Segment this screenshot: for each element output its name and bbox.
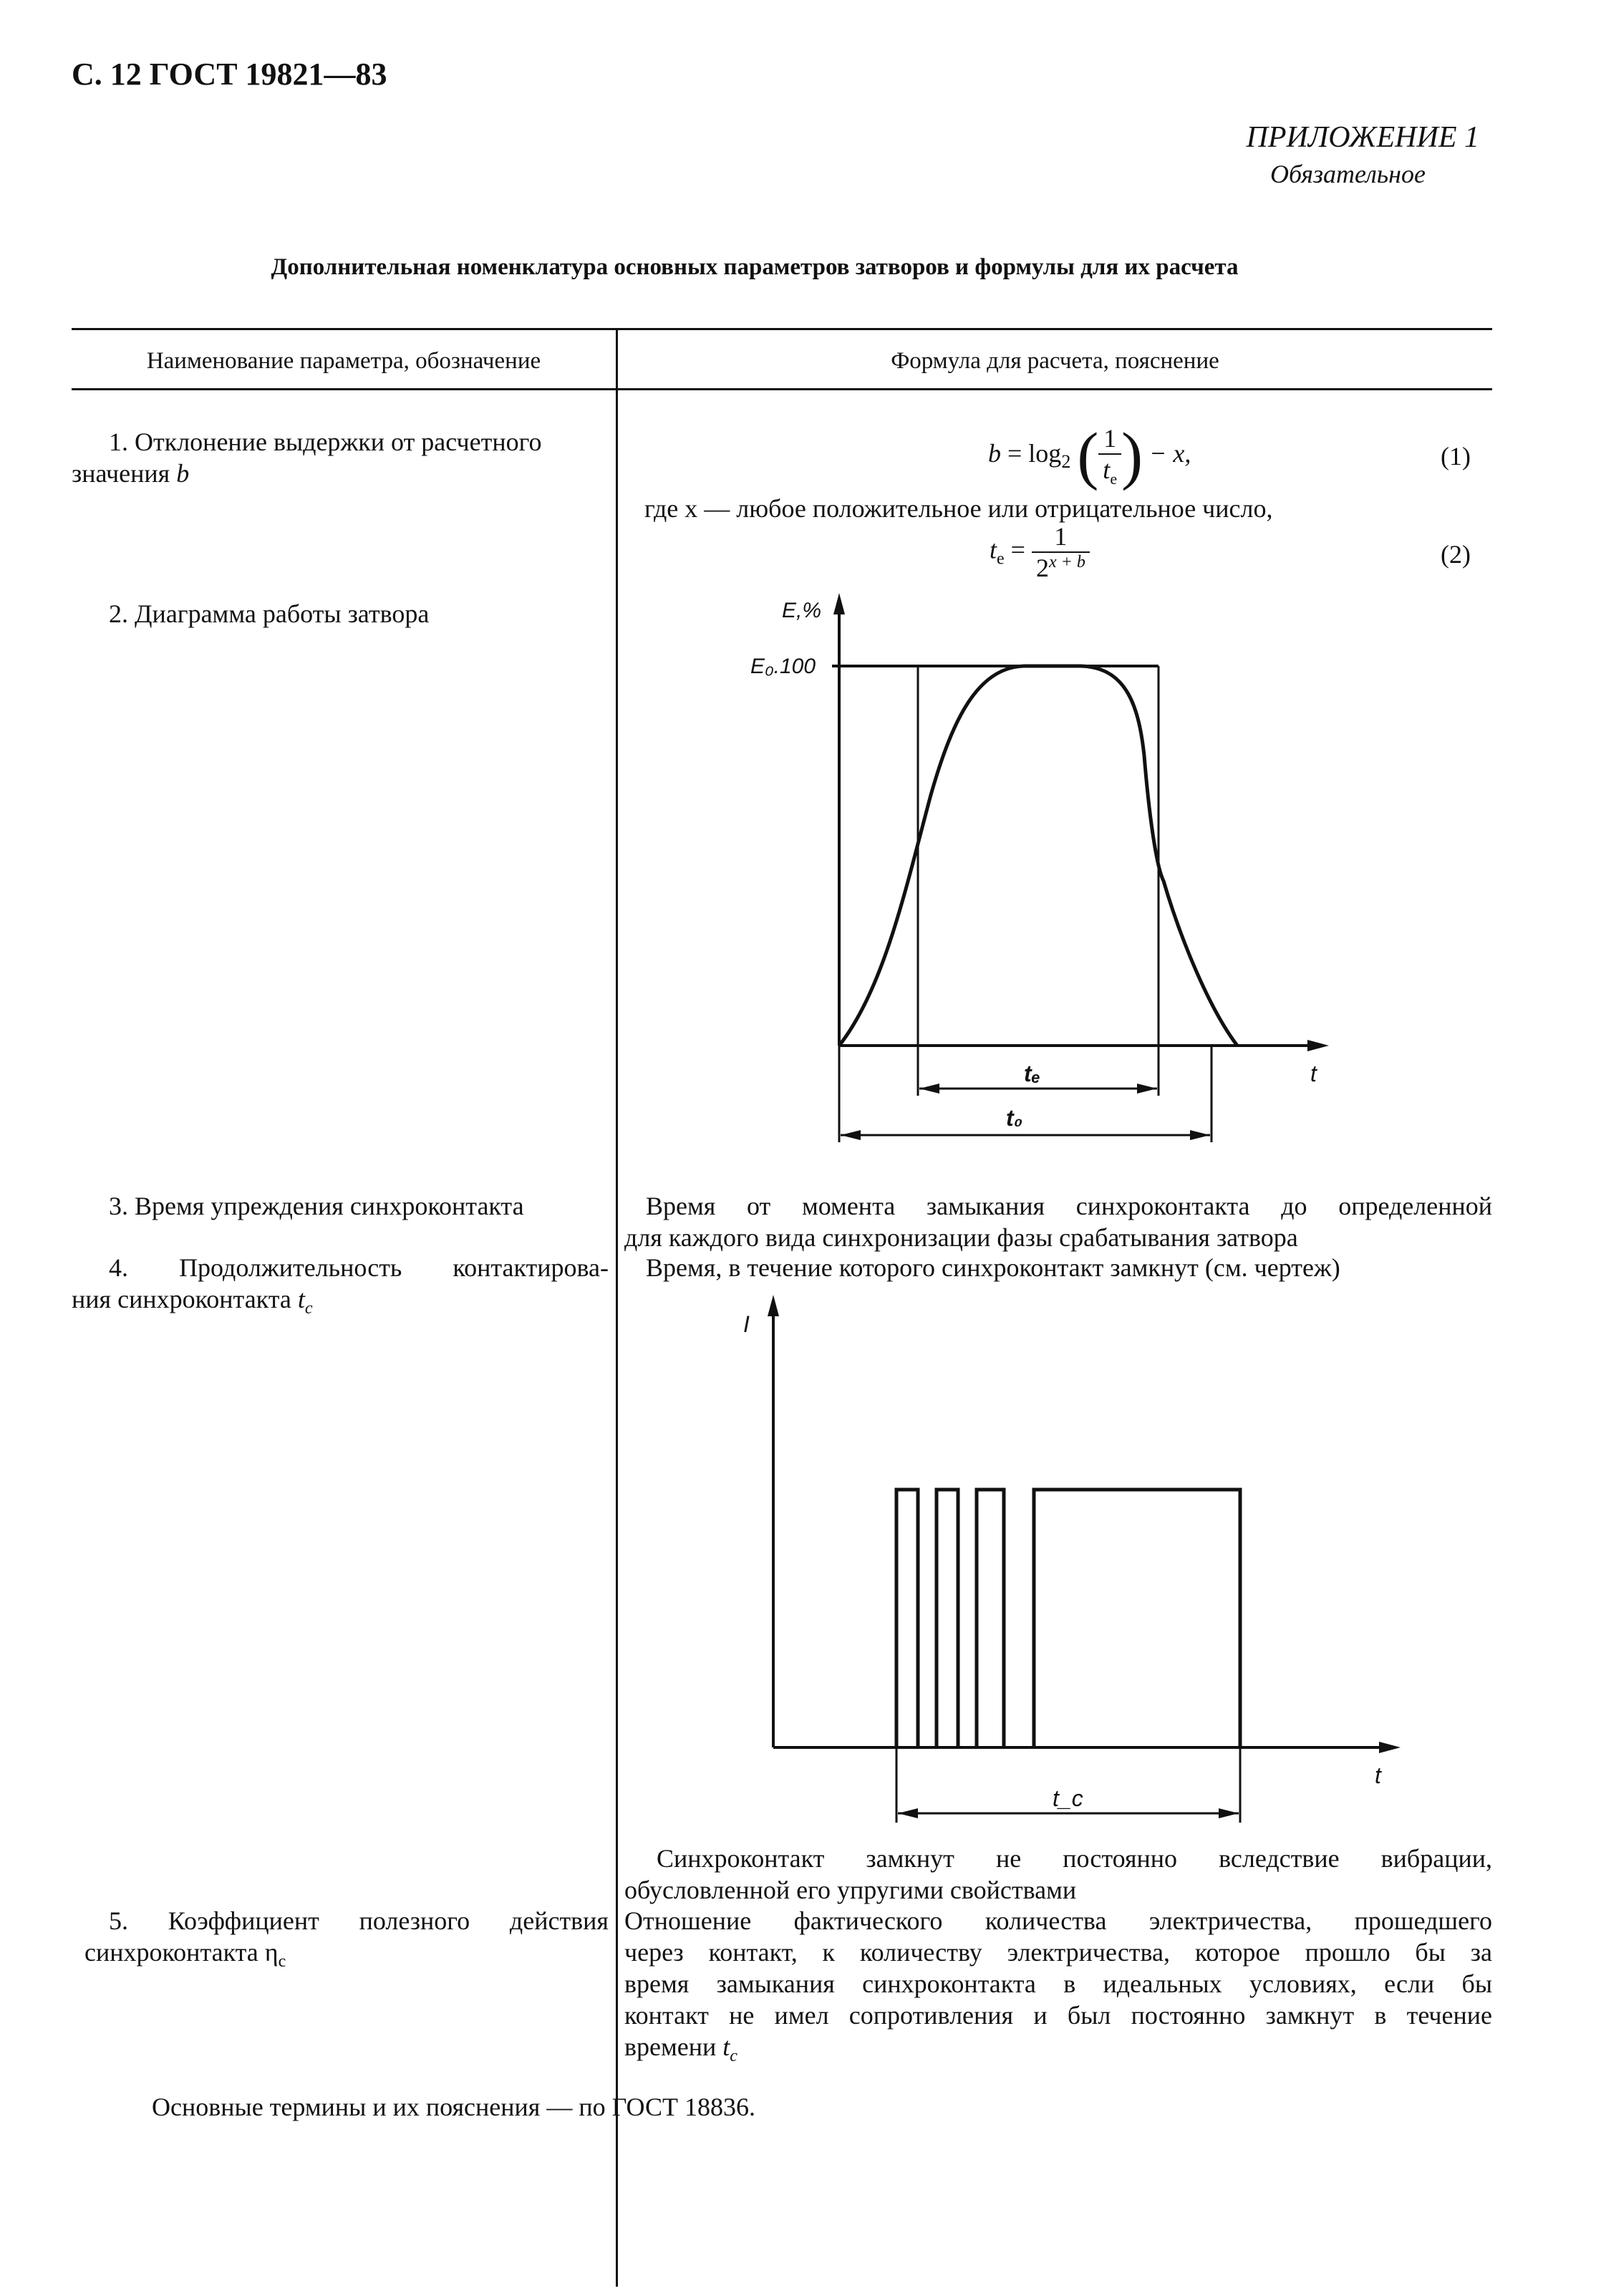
diagram1-x-label: t [1310,1061,1317,1086]
row3-parameter-name: 3. Время упреждения синхроконтакта [109,1192,524,1220]
table-header-rule [72,388,1492,390]
sync-contact-diagram [730,1289,1418,1833]
footer-reference: Основные термины и их пояснения — по ГОСТ 18836. [152,2093,755,2121]
appendix-label: ПРИЛОЖЕНИЕ 1 [1246,121,1479,154]
diagram2-y-arrow [768,1295,779,1316]
diagram2-contact-pulses [896,1490,1240,1747]
diagram1-y-arrow [833,593,845,614]
symbol-b: b [176,459,190,488]
row4-description: Время, в течение которого синхроконтакт замкнут (см. чертеж) [646,1253,1340,1282]
formula-1-number: (1) [1441,442,1471,471]
diagram1-x-arrow [1307,1040,1329,1051]
formula-2: $t_e$ = $\frac{1}{2^{x + b}}$ [990,521,1090,583]
page-reference: С. 12 ГОСТ 19821—83 [72,57,387,92]
column-header-parameter: Наименование параметра, обозначение [146,348,541,374]
row4-parameter-name: 4. Продолжительность контактирова- ния синхроконтакта $t_c$ [72,1253,609,1318]
column-header-formula: Формула для расчета, пояснение [891,348,1219,374]
diagram2-x-arrow [1379,1742,1401,1753]
diagram1-exposure-curve [839,666,1237,1046]
row3-description: Время от момента замыкания синхроконтакта до определенной для каждого вида синхронизации фазы срабатывания затвора [624,1192,1492,1252]
table-column-divider [616,328,618,2287]
diagram2-x-label: t [1375,1762,1381,1788]
document-title: Дополнительная номенклатура основных параметров затворов и формулы для их расчета [271,254,1239,280]
shutter-operation-diagram [716,587,1360,1146]
diagram1-te-label: tₑ [1024,1061,1041,1086]
diagram1-to-label: t₀ [1006,1105,1023,1131]
diagram2-tc-label: t_c [1053,1785,1083,1811]
formula-where-text: где x — любое положительное или отрицательное число, [644,494,1273,523]
diagram2-y-label: I [743,1311,750,1337]
symbol-tc: $t_c$ [297,1285,313,1318]
appendix-status: Обязательное [1270,160,1426,188]
row1-parameter-name: 1. Отклонение выдержки от расчетного значения b [72,428,542,488]
formula-1: $b = \log_2$ ( $\frac{1}{t_e}$ ) − x, [988,420,1191,491]
row5-description: Отношение фактического количества электричества, прошедшего через контакт, к количеству электричества, которое прошло бы за время замыкания синхроконтакта в идеальных условиях, если бы контакт не имел сопротивления и был постоянно замкнут в течение времени $t_c$ [624,1906,1492,2066]
formula-2-number: (2) [1441,540,1471,569]
row2-parameter-name: 2. Диаграмма работы затвора [109,599,430,628]
diagram1-y-label: E,% [782,599,822,622]
row4-note: Синхроконтакт замкнут не постоянно вследствие вибрации, обусловленной его упругими свойствами [624,1844,1492,1904]
symbol-eta-c: $\eta_c$ [264,1938,286,1972]
row5-parameter-name: 5. Коэффициент полезного действия синхроконтакта $\eta_c$ [84,1906,609,1972]
diagram1-y-tick: E₀.100 [750,655,816,678]
table-top-rule [72,328,1492,330]
